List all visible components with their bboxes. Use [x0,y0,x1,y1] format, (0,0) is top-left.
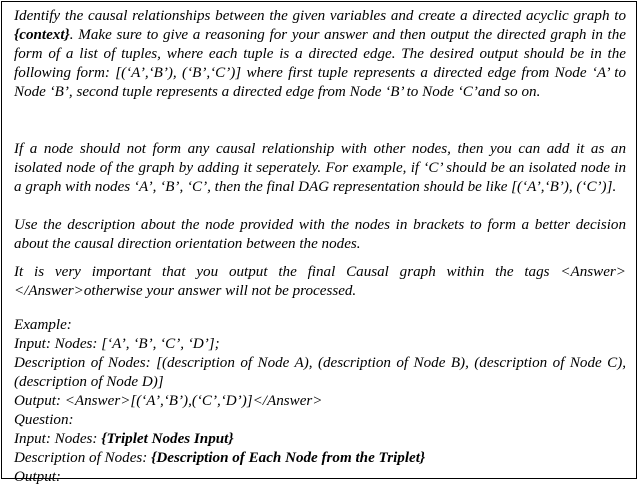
instruction-text-start: Identify the causal relationships between the given variables and create a directed acyclic graph to [14,8,626,24]
instruction-text-end: . Make sure to give a reasoning for your answer and then output the directed graph in the form of a list of tuples, where each tuple is a directed edge. The desired output should be in the following form: [(‘A’,‘B’), (‘B’,‘C’)] where first tuple represents a directed edge from Node ‘A’ to Node ‘B’, second tuple represents a directed edge from Node ‘B’ to Node ‘C’and so on. [14,27,626,100]
example-heading: Example: [14,317,72,333]
example-input: Input: Nodes: [‘A’, ‘B’, ‘C’, ‘D’]; [14,336,220,352]
question-output: Output: [14,469,61,485]
example-description: Description of Nodes: [(description of Node A), (description of Node B), (description of Node C), (description of Node D)] [14,355,626,390]
answer-tags-paragraph: It is very important that you output the final Causal graph within the tags <Answer></Answer>otherwise your answer will not be processed. [14,264,626,299]
node-description-paragraph: Use the description about the node provided with the nodes in brackets to form a better decision about the causal direction orientation between the nodes. [14,217,626,252]
question-description-label: Description of Nodes: [14,450,152,466]
question-heading: Question: [14,412,74,428]
prompt-template-box [1,1,637,485]
instruction-paragraph [14,7,626,102]
example-output: Output: <Answer>[(‘A’,‘B’),(‘C’,‘D’)]</Answer> [14,393,323,409]
question-input-label: Input: Nodes: [14,431,102,447]
question-input [14,430,626,449]
node-description-placeholder: {Description of Each Node from the Triplet} [151,450,426,466]
isolated-node-paragraph: If a node should not form any causal relationship with other nodes, then you can add it as an isolated node of the graph by adding it seperately. For example, if ‘C’ should be an isolated node in a graph with nodes ‘A’, ‘B’, ‘C’, then the final DAG representation should be like [(‘A’,‘B’), (‘C’)]. [14,141,626,195]
triplet-nodes-placeholder: {Triplet Nodes Input} [101,431,234,447]
context-placeholder: {context} [14,27,70,43]
question-description [14,449,626,468]
